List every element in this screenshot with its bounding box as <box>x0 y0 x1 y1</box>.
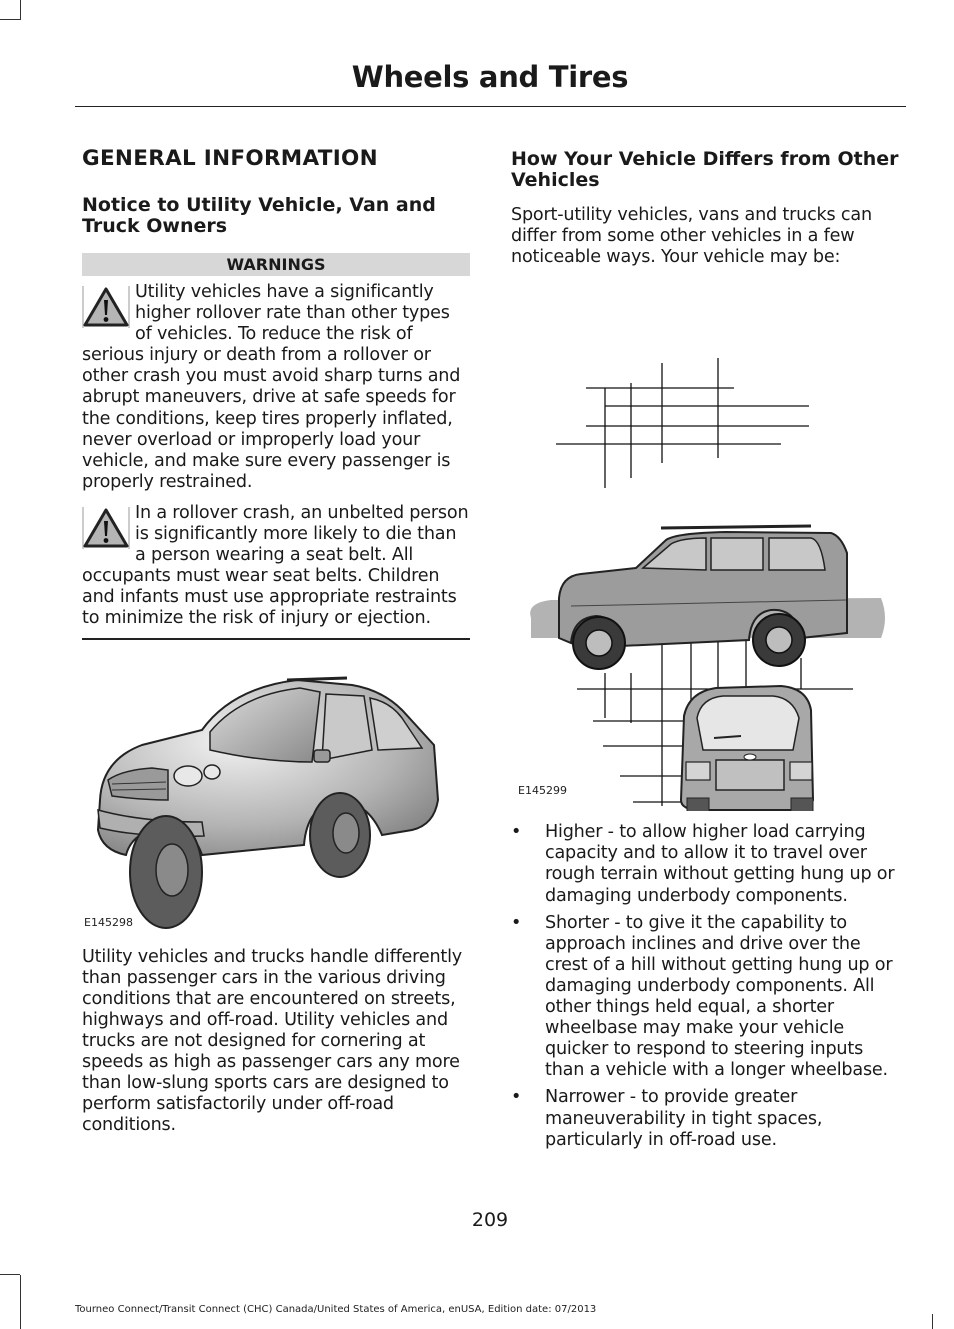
section-heading: GENERAL INFORMATION <box>82 146 378 171</box>
list-item-text: Narrower - to provide greater maneuverability in tight spaces, particularly in off-road use. <box>545 1087 823 1150</box>
figure-code: E145299 <box>518 784 567 798</box>
vehicle-differences-list <box>511 822 901 1150</box>
list-item <box>511 913 901 1082</box>
page-title: Wheels and Tires <box>351 60 629 94</box>
suv-side-rear-view-image <box>511 278 901 811</box>
warnings-label: WARNINGS <box>82 253 470 276</box>
subheading-notice: Notice to Utility Vehicle, Van and Truck Owners <box>82 194 436 237</box>
suv-front-view-image <box>82 650 470 932</box>
warning-text: In a rollover crash, an unbelted person is significantly more likely to die than a person wearing a seat belt. All occupants must wear seat belts. Children and infants must use appropriate restraints to minimize the risk of injury or ejection. <box>82 502 469 629</box>
figure-code: E145298 <box>84 915 133 929</box>
bullet-symbol: • <box>511 912 522 933</box>
warning-item <box>82 282 470 493</box>
body-paragraph: Utility vehicles and trucks handle differently than passenger cars in the various driving conditions that are encountered on streets, highways and off-road. Utility vehicles and trucks are not designed for cornering at speeds as high as passenger cars any more than low-slung sports cars are designed to perform satisfactorily under off-road conditions. <box>82 946 463 1136</box>
crop-mark <box>0 1274 20 1275</box>
warnings-end-rule <box>82 638 470 640</box>
list-item-text: Higher - to allow higher load carrying capacity and to allow it to travel over rough terrain without getting hung up or damaging underbody components. <box>545 822 895 906</box>
warning-triangle-icon <box>82 284 130 330</box>
intro-paragraph: Sport-utility vehicles, vans and trucks can differ from some other vehicles in a few noticeable ways. Your vehicle may be: <box>511 205 872 268</box>
left-column <box>82 146 470 1136</box>
warning-triangle-icon <box>82 505 130 551</box>
warning-item <box>82 503 470 630</box>
list-item <box>511 1087 901 1150</box>
bullet-symbol: • <box>511 1087 522 1108</box>
list-item <box>511 822 901 906</box>
subheading-differences: How Your Vehicle Differs from Other Vehicles <box>511 148 899 191</box>
right-column <box>511 146 901 1157</box>
crop-mark <box>20 1275 21 1329</box>
vehicle-dimensions-diagram <box>511 278 901 811</box>
crop-mark <box>0 19 20 20</box>
crop-mark <box>932 1314 933 1329</box>
bullet-symbol: • <box>511 822 522 843</box>
crop-mark <box>20 0 21 20</box>
warning-text: Utility vehicles have a significantly higher rollover rate than other types of vehicles. To reduce the risk of serious injury or death from a rollover or other crash you must avoid sharp turns and abrupt maneuvers, drive at safe speeds for the conditions, keep tires properly inflated, never overload or improperly load your vehicle, and make sure every passenger is properly restrained. <box>82 282 461 492</box>
suv-illustration <box>82 650 470 932</box>
list-item-text: Shorter - to give it the capability to approach inclines and drive over the crest of a hill without getting hung up or damaging underbody components. All other things held equal, a shorter wheelbase may make your vehicle quicker to respond to steering inputs than a vehicle with a longer wheelbase. <box>545 912 893 1081</box>
title-divider <box>75 106 906 107</box>
page-number: 209 <box>471 1209 509 1231</box>
footer-edition: Tourneo Connect/Transit Connect (CHC) Canada/United States of America, enUSA, Edition date: 07/2013 <box>75 1304 597 1315</box>
